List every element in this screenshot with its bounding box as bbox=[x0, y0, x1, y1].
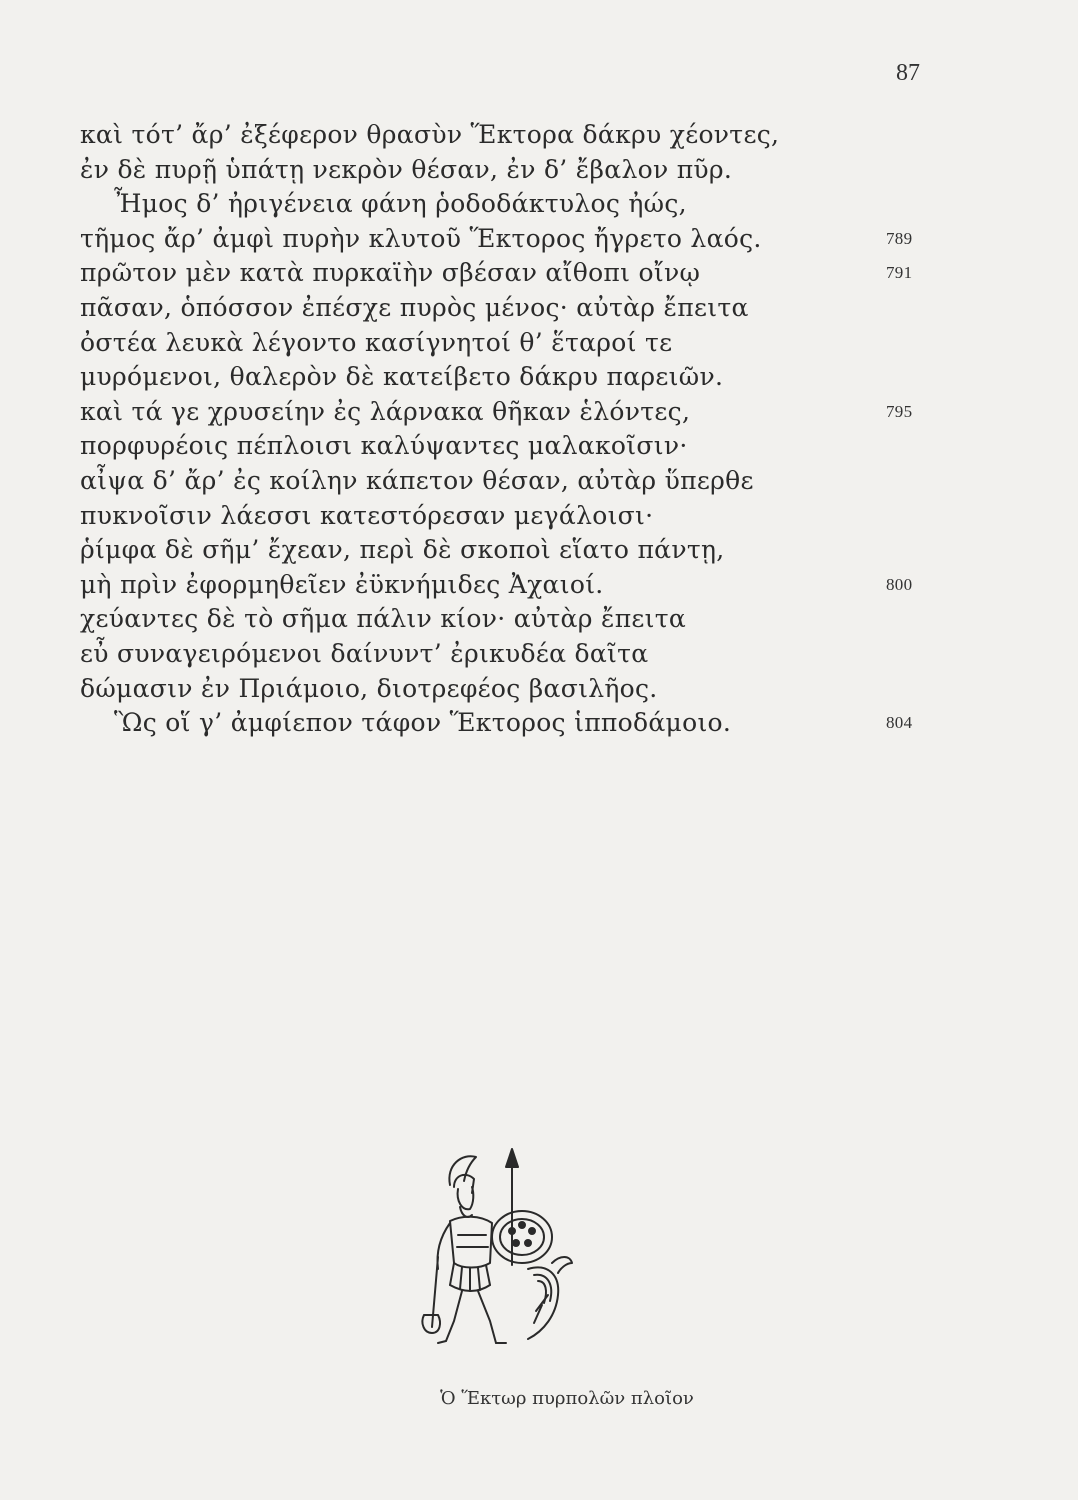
verse-line bbox=[80, 395, 930, 430]
verse-line bbox=[80, 256, 930, 291]
verse-line bbox=[80, 568, 930, 603]
line-number: 800 bbox=[886, 574, 913, 594]
verse-text: εὖ συναγειρόμενοι δαίνυντ’ ἐρικυδέα δαῖτα bbox=[80, 638, 649, 668]
verse-text: πυκνοῖσιν λάεσσι κατεστόρεσαν μεγάλοισι· bbox=[80, 500, 654, 530]
verse-text: πρῶτον μὲν κατὰ πυρκαϊὴν σβέσαν αἴθοπι οἴνῳ bbox=[80, 258, 701, 288]
line-number: 795 bbox=[886, 401, 913, 421]
verse-line bbox=[80, 291, 930, 326]
line-number: 804 bbox=[886, 713, 913, 733]
verse-text: αἶψα δ’ ἄρ’ ἐς κοίλην κάπετον θέσαν, αὐτὰρ ὕπερθε bbox=[80, 465, 754, 495]
verse-line bbox=[80, 429, 930, 464]
warrior-illustration-icon bbox=[410, 1145, 575, 1355]
verse-line bbox=[80, 706, 930, 741]
verse-text: καὶ τά γε χρυσείην ἐς λάρνακα θῆκαν ἑλόντες, bbox=[80, 396, 691, 426]
verse-text: Ὣς οἵ γ’ ἀμφίεπον τάφον Ἕκτορος ἱπποδάμοιο. bbox=[114, 708, 732, 738]
verse-block bbox=[80, 118, 930, 741]
verse-line bbox=[80, 187, 930, 222]
verse-text: μὴ πρὶν ἐφορμηθεῖεν ἐϋκνήμιδες Ἀχαιοί. bbox=[80, 569, 604, 599]
verse-text: καὶ τότ’ ἄρ’ ἐξέφερον θρασὺν Ἕκτορα δάκρυ χέοντες, bbox=[80, 120, 780, 149]
verse-line bbox=[80, 360, 930, 395]
verse-line bbox=[80, 118, 930, 153]
verse-text: ἐν δὲ πυρῇ ὑπάτῃ νεκρὸν θέσαν, ἐν δ’ ἔβαλον πῦρ. bbox=[80, 154, 733, 184]
verse-line bbox=[80, 153, 930, 188]
verse-line bbox=[80, 602, 930, 637]
verse-text: πᾶσαν, ὁπόσσον ἐπέσχε πυρὸς μένος· αὐτὰρ ἔπειτα bbox=[80, 292, 749, 322]
verse-line bbox=[80, 464, 930, 499]
verse-text: μυρόμενοι, θαλερὸν δὲ κατείβετο δάκρυ παρειῶν. bbox=[80, 362, 724, 392]
verse-text: Ἦμος δ’ ἠριγένεια φάνη ῥοδοδάκτυλος ἠώς, bbox=[114, 189, 687, 219]
verse-line bbox=[80, 499, 930, 534]
page-number: 87 bbox=[896, 60, 920, 86]
verse-line bbox=[80, 672, 930, 707]
illustration-caption: Ὁ Ἕκτωρ πυρπολῶν πλοῖον bbox=[440, 1388, 694, 1409]
verse-text: τῆμος ἄρ’ ἀμφὶ πυρὴν κλυτοῦ Ἕκτορος ἤγρετο λαός. bbox=[80, 223, 762, 253]
verse-line bbox=[80, 326, 930, 361]
verse-text: ῥίμφα δὲ σῆμ’ ἔχεαν, περὶ δὲ σκοποὶ εἵατο πάντῃ, bbox=[80, 535, 725, 565]
verse-line bbox=[80, 637, 930, 672]
verse-text: πορφυρέοις πέπλοισι καλύψαντες μαλακοῖσιν· bbox=[80, 431, 688, 461]
verse-text: χεύαντες δὲ τὸ σῆμα πάλιν κίον· αὐτὰρ ἔπειτα bbox=[80, 604, 687, 634]
verse-line bbox=[80, 533, 930, 568]
verse-text: ὀστέα λευκὰ λέγοντο κασίγνητοί θ’ ἕταροί τε bbox=[80, 327, 673, 357]
verse-text: δώμασιν ἐν Πριάμοιο, διοτρεφέος βασιλῆος. bbox=[80, 673, 658, 703]
line-number: 791 bbox=[886, 263, 913, 283]
line-number: 789 bbox=[886, 228, 913, 248]
verse-line bbox=[80, 222, 930, 257]
